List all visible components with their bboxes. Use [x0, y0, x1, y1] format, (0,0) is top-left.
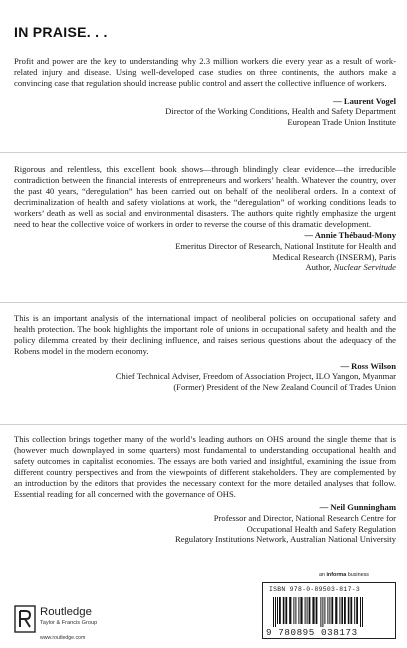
- praise-attribution: [14, 502, 396, 544]
- author-prefix: Author,: [305, 262, 334, 273]
- barcode-bar: [298, 597, 299, 624]
- barcode-bar: [356, 597, 358, 624]
- isbn-label: ISBN 978-0-89503-817-3: [269, 586, 360, 593]
- barcode-bar: [295, 597, 296, 624]
- praise-author-affiliation: Regulatory Institutions Network, Australian National University: [174, 534, 396, 545]
- praise-quote: This collection brings together many of the world’s leading authors on OHS around the single theme that is (however much downplayed in some quarters) most fundamental to understanding occupational health and safety outcomes in capitalist economies. The essays are both varied and insightful, examining the issue from different country perspectives and from the viewpoints of different stakeholders. They are complemented by an introduction by the editors that provides the necessary context for the more detailed analyses that follow. Essential reading for all concerned with the governance of OHS.: [14, 434, 396, 499]
- publisher-name: Routledge: [40, 606, 92, 618]
- barcode-bar: [360, 597, 361, 627]
- barcode-bar: [316, 597, 318, 624]
- publisher-subtitle: Taylor & Francis Group: [40, 620, 98, 626]
- informa-suffix: business: [346, 572, 369, 578]
- section-divider: [0, 424, 407, 425]
- barcode-bar: [309, 597, 311, 624]
- praise-block: [14, 434, 396, 545]
- barcode-bar: [305, 597, 306, 624]
- barcode-bar: [327, 597, 328, 624]
- barcode-bar: [324, 597, 325, 624]
- barcode-bar: [322, 597, 323, 627]
- barcode-bar: [293, 597, 294, 624]
- barcode-bar: [283, 597, 285, 624]
- barcode-bar: [331, 597, 333, 624]
- barcode-bar: [289, 597, 291, 624]
- barcode-bar: [362, 597, 363, 627]
- barcode-bar: [344, 597, 346, 624]
- praise-quote: Profit and power are the key to understanding why 2.3 million workers die every year as a result of work-related injury and disease. Using well-developed case studies on three continents, the authors make a convincing case that regulation should increase public control and assert the collective influence of workers.: [14, 56, 396, 88]
- praise-author-affiliation: Professor and Director, National Research Centre for: [213, 513, 396, 524]
- barcode-bar: [354, 597, 355, 624]
- section-divider: [0, 152, 407, 153]
- barcode: [262, 582, 396, 639]
- praise-author-affiliation: Director of the Working Conditions, Health and Safety Department: [165, 106, 396, 117]
- barcode-bar: [285, 597, 287, 624]
- informa-tagline: [319, 572, 369, 578]
- praise-author-affiliation: Medical Research (INSERM), Paris: [272, 251, 396, 262]
- barcode-bar: [348, 597, 350, 624]
- barcode-bar: [341, 597, 343, 624]
- barcode-bars: [273, 597, 391, 627]
- barcode-bar: [300, 597, 302, 624]
- page-heading: IN PRAISE. . .: [14, 24, 108, 40]
- barcode-bar: [307, 597, 308, 624]
- informa-brand: informa: [326, 572, 347, 578]
- praise-block: [14, 313, 396, 392]
- praise-author-affiliation: (Former) President of the New Zealand Council of Trades Union: [173, 381, 396, 392]
- praise-author-book: [14, 262, 396, 273]
- praise-author-name: — Annie Thébaud-Mony: [304, 230, 396, 241]
- praise-author-affiliation: Emeritus Director of Research, National Institute for Health and: [175, 241, 396, 252]
- barcode-bar: [277, 597, 278, 624]
- praise-author-affiliation: European Trade Union Institute: [287, 116, 396, 127]
- praise-block: [14, 56, 396, 128]
- barcode-bar: [350, 597, 352, 624]
- praise-attribution: [14, 361, 396, 393]
- barcode-bar: [312, 597, 314, 624]
- section-divider: [0, 302, 407, 303]
- praise-author-name: — Neil Gunningham: [319, 502, 396, 513]
- praise-block: [14, 164, 396, 273]
- praise-quote: Rigorous and relentless, this excellent book shows—through blindingly clear evidence—the irreducible contradiction between the financial interests of entrepreneurs and workers’ health. Whatever the country, over the past 40 years, “deregulation” has been carried out on behalf of the neoliberal orders. In a context of decriminalization of health and safety violations at work, the “deregulation” of working conditions leads to workers’ death as well as social and environmental disasters. The authors quite rightly emphasize the urgent need to hear the collective voice of workers in order to reverse the course of this dramatic development.: [14, 164, 396, 229]
- book-title: Nuclear Servitude: [333, 262, 396, 273]
- praise-attribution: [14, 96, 396, 128]
- barcode-bar: [275, 597, 276, 627]
- praise-author-name: — Ross Wilson: [340, 360, 396, 371]
- barcode-bar: [279, 597, 281, 624]
- routledge-logo-icon: [14, 605, 36, 633]
- informa-prefix: an: [318, 572, 327, 578]
- barcode-bar: [273, 597, 274, 627]
- praise-attribution: [14, 230, 396, 272]
- praise-author-affiliation: Occupational Health and Safety Regulation: [246, 523, 396, 534]
- praise-author-name: — Laurent Vogel: [333, 95, 396, 106]
- barcode-bar: [329, 597, 330, 624]
- barcode-bar: [335, 597, 337, 624]
- barcode-bar: [320, 597, 321, 627]
- praise-author-affiliation: Chief Technical Adviser, Freedom of Association Project, ILO Yangon, Myanmar: [115, 371, 396, 382]
- praise-quote: This is an important analysis of the international impact of neoliberal policies on occupational safety and health protection. The book highlights the important role of unions in occupational safety and health and the policy dilemma created by their declining influence, and raises serious questions about the adequacy of the Robens model in the modern economy.: [14, 313, 396, 356]
- publisher-website: www.routledge.com: [40, 635, 86, 641]
- barcode-bar: [339, 597, 340, 624]
- barcode-number: 9 780895 038173: [266, 627, 358, 638]
